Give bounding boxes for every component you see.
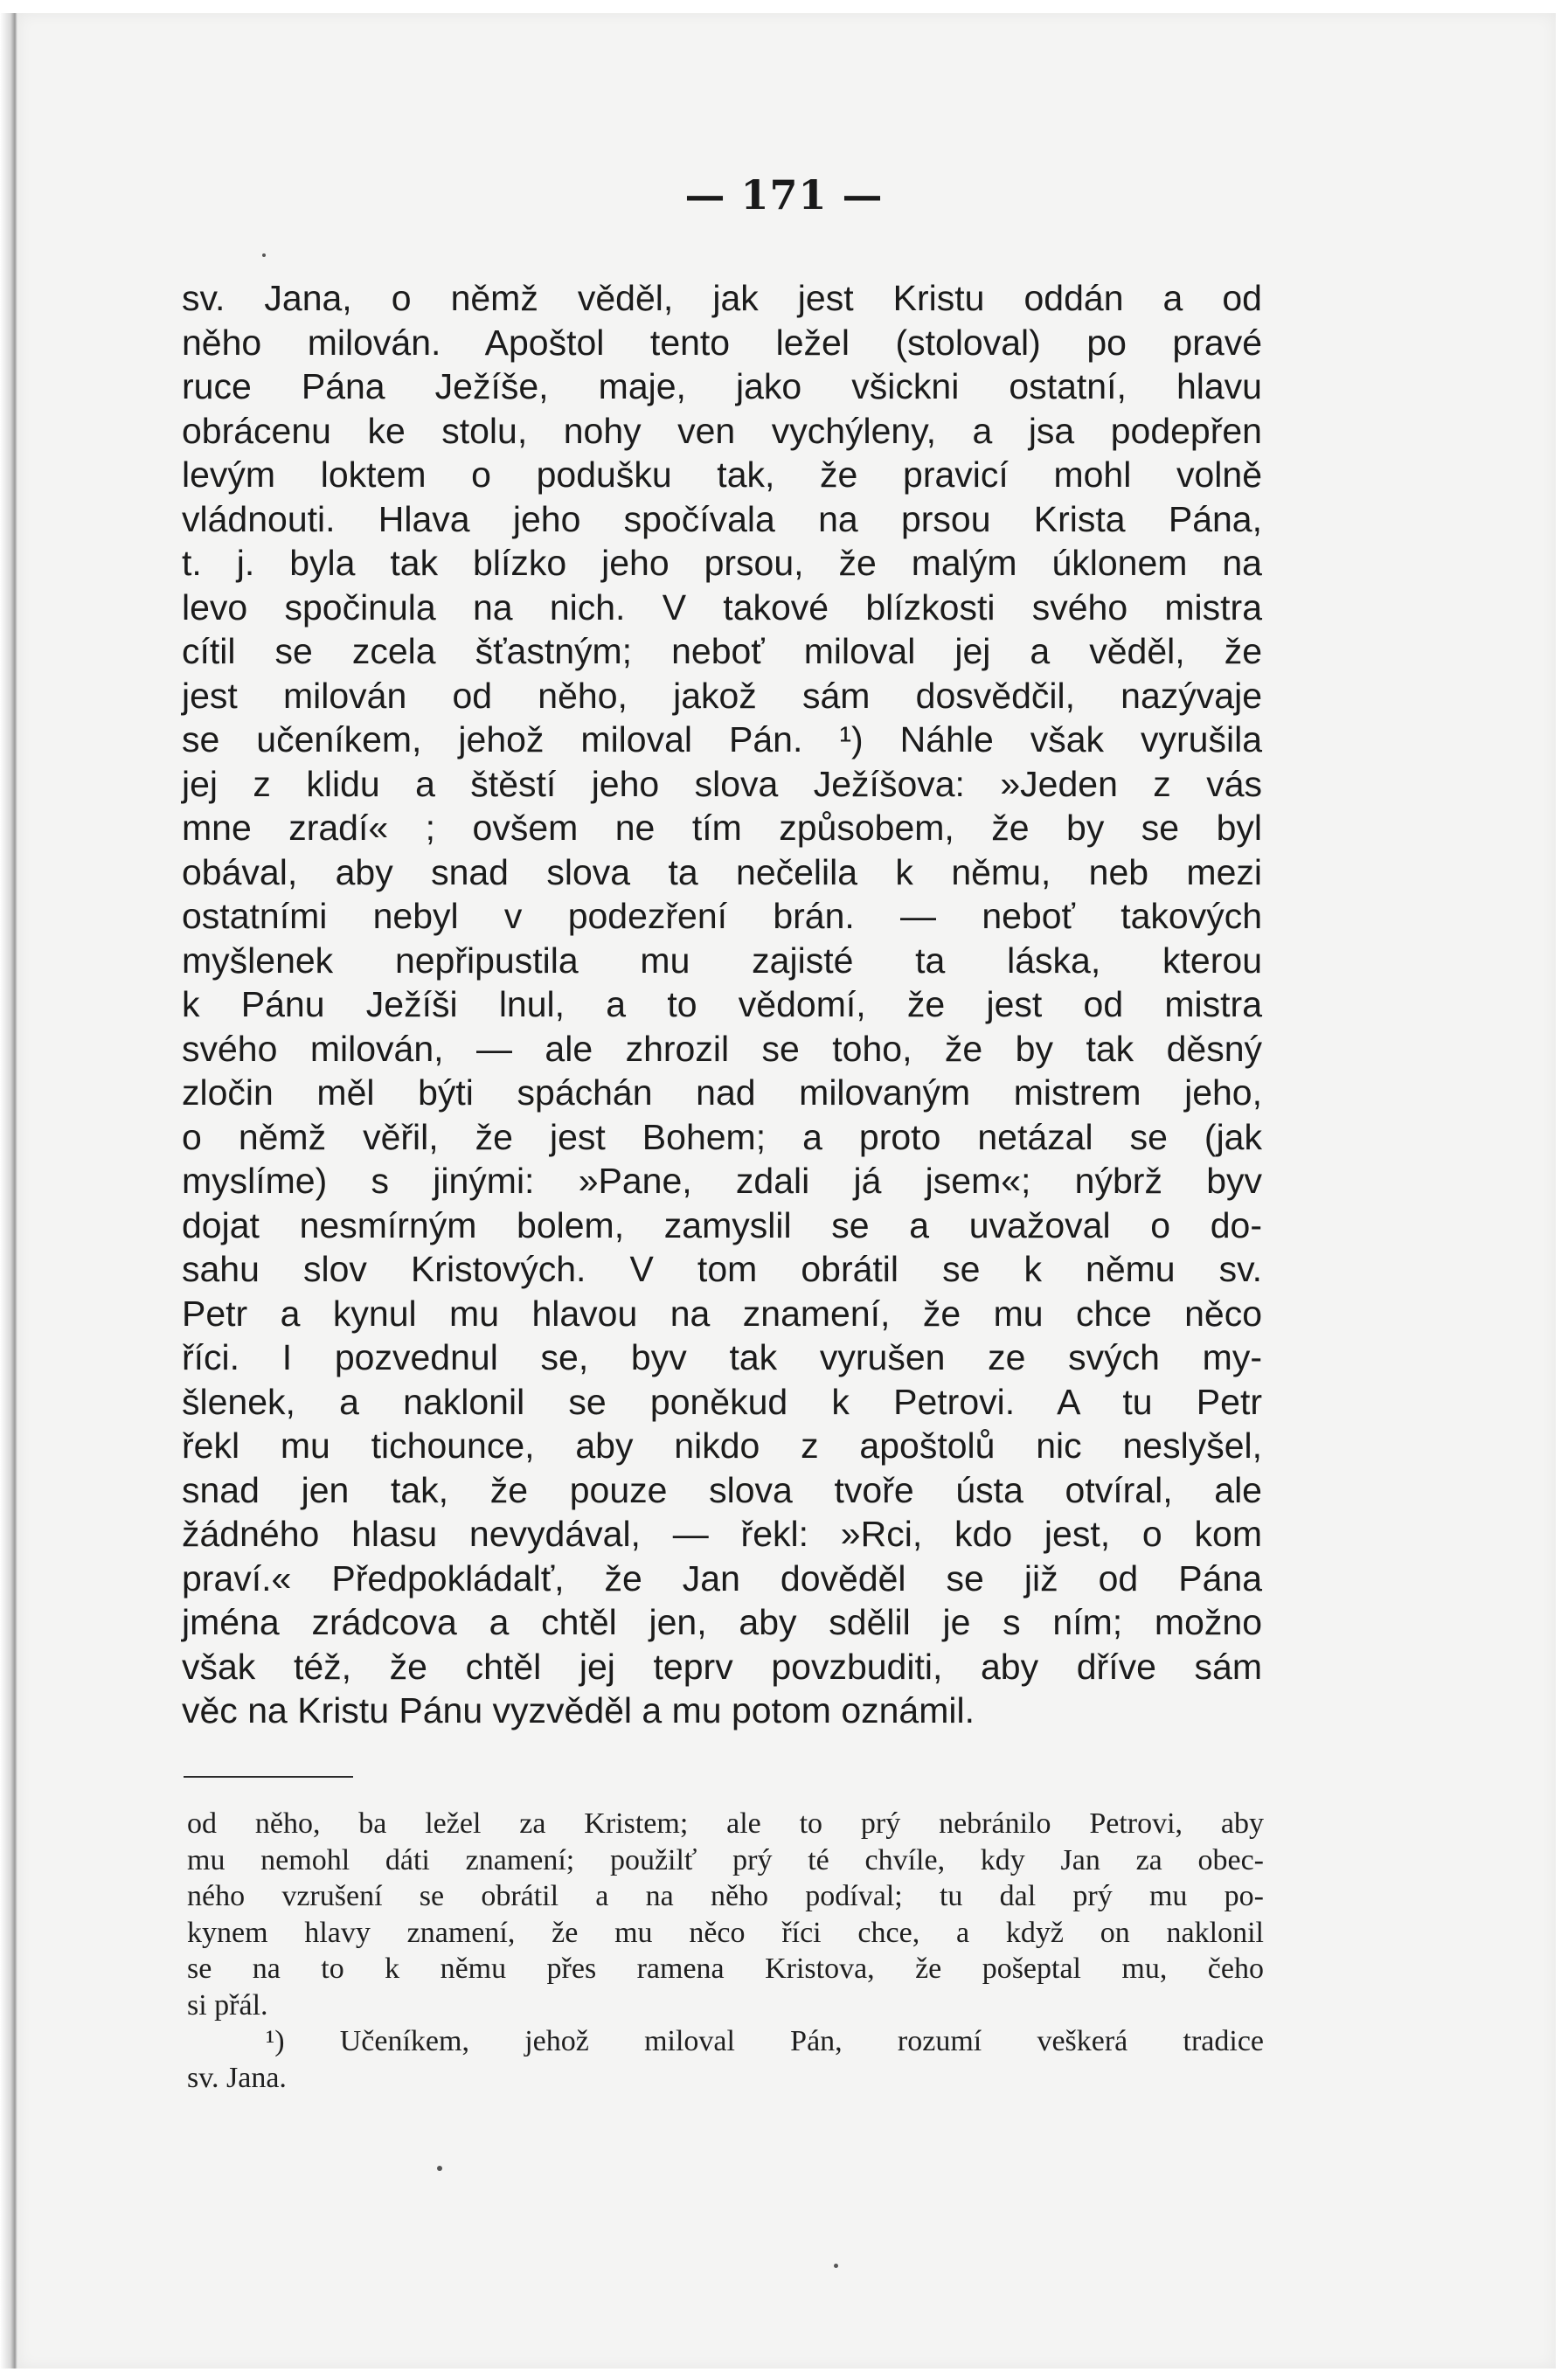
paper-speck [262,253,266,257]
body-line: šlenek, a naklonil se poněkud k Petrovi. A tu Petr [182,1381,1262,1422]
footnote-line: mu nemohl dáti znamení; použilť prý té chvíle, kdy Jan za obec- [187,1843,1264,1876]
body-line: jej z klidu a štěstí jeho slova Ježíšova: »Jeden z vás [182,763,1262,804]
footnote-line: ného vzrušení se obrátil a na něho podíval; tu dal prý mu po- [187,1880,1264,1912]
body-line: řekl mu tichounce, aby nikdo z apoštolů nic neslyšel, [182,1425,1262,1466]
body-line: t. j. byla tak blízko jeho prsou, že malým úklonem na [182,543,1262,583]
body-line: jest milován od něho, jakož sám dosvědčil, nazývaje [182,675,1262,716]
footnote-line: ¹) Učeníkem, jehož miloval Pán, rozumí veškerá tradice [266,2025,1264,2057]
body-line: zločin měl býti spáchán nad milovaným mistrem jeho, [182,1072,1262,1113]
body-line: ostatními nebyl v podezření brán. — neboť takových [182,896,1262,936]
body-line: dojat nesmírným bolem, zamyslil se a uvažoval o do- [182,1204,1262,1245]
body-line: něho milován. Apoštol tento ležel (stoloval) po pravé [182,322,1262,363]
paper-speck [437,2166,442,2171]
body-line: sv. Jana, o němž věděl, jak jest Kristu oddán a od [182,278,1262,318]
body-line: o němž věřil, že jest Bohem; a proto netázal se (jak [182,1116,1262,1157]
body-line: obrácenu ke stolu, nohy ven vychýleny, a jsa podepřen [182,410,1262,451]
page-number: — 171 — [684,171,884,218]
footnote-line: od něho, ba ležel za Kristem; ale to prý nebránilo Petrovi, aby [187,1807,1264,1840]
body-text [182,276,1262,1733]
footnote-line: se na to k němu přes ramena Kristova, že pošeptal mu, čeho [187,1952,1264,1985]
body-line: žádného hlasu nevydával, — řekl: »Rci, kdo jest, o kom [182,1514,1262,1554]
body-line: se učeníkem, jehož miloval Pán. ¹) Náhle však vyrušila [182,719,1262,759]
body-line: myšlenek nepřipustila mu zajisté ta láska, kterou [182,940,1262,981]
body-line: snad jen tak, že pouze slova tvoře ústa otvíral, ale [182,1469,1262,1510]
body-line: myslíme) s jinými: »Pane, zdali já jsem«; nýbrž byv [182,1161,1262,1201]
paper-speck [834,2264,838,2268]
body-line: však též, že chtěl jej teprv povzbuditi, aby dříve sám [182,1646,1262,1687]
body-line: říci. I pozvednul se, byv tak vyrušen ze svých my- [182,1337,1262,1377]
footnote-line: kynem hlavy znamení, že mu něco říci chce, a když on naklonil [187,1916,1264,1949]
body-line: praví.« Předpokládalť, že Jan dověděl se již od Pána [182,1557,1262,1599]
footnote-separator [184,1776,353,1778]
body-line: jména zrádcova a chtěl jen, aby sdělil je s ním; možno [182,1602,1262,1642]
body-line: svého milován, — ale zhrozil se toho, že by tak děsný [182,1028,1262,1069]
body-line: věc na Kristu Pánu vyzvěděl a mu potom oznámil. [182,1690,975,1730]
body-line: Petr a kynul mu hlavou na znamení, že mu chce něco [182,1293,1262,1334]
book-binding-edge [0,13,17,2369]
body-line: cítil se zcela šťastným; neboť miloval jej a věděl, že [182,631,1262,671]
footnote-line: si přál. [187,1988,268,2022]
body-line: mne zradí« ; ovšem ne tím způsobem, že by se byl [182,808,1262,848]
body-line: k Pánu Ježíši lnul, a to vědomí, že jest od mistra [182,984,1262,1024]
body-line: levým loktem o podušku tak, že pravicí mohl volně [182,454,1262,495]
body-line: sahu slov Kristových. V tom obrátil se k němu sv. [182,1249,1262,1289]
body-line: ruce Pána Ježíše, maje, jako všickni ostatní, hlavu [182,366,1262,406]
body-line: levo spočinula na nich. V takové blízkosti svého mistra [182,586,1262,628]
body-line: obával, aby snad slova ta nečelila k němu, neb mezi [182,851,1262,892]
footnote-line: sv. Jana. [187,2061,287,2094]
body-line: vládnouti. Hlava jeho spočívala na prsou Krista Pána, [182,498,1262,539]
footnotes [187,1806,1264,2096]
